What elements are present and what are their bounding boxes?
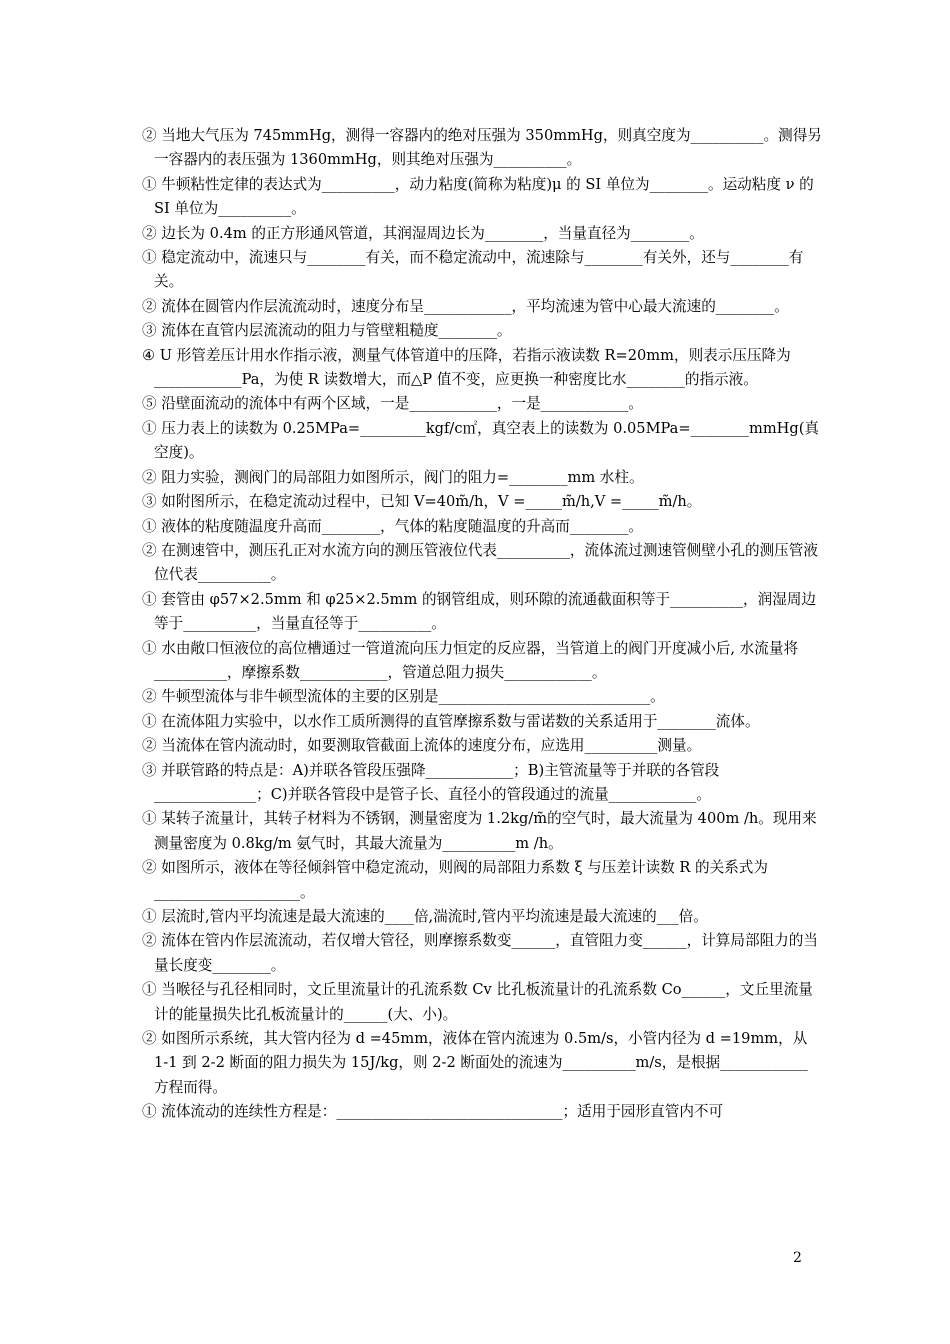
question-item: ② 流体在管内作层流流动，若仅增大管径，则摩擦系数变______，直管阻力变______，计算局部阻力的当量长度变________。 [142, 932, 818, 974]
question-item: ② 牛顿型流体与非牛顿型流体的主要的区别是_____________________________。 [142, 688, 665, 706]
question-item: ③ 如附图所示，在稳定流动过程中，已知 V=40m̃/h，V =_____m̃/h,V =_____m̃/h。 [142, 493, 702, 511]
question-item: ① 某转子流量计，其转子材料为不锈钢，测量密度为 1.2kg/m̃的空气时，最大流量为 400m /h。现用来测量密度为 0.8kg/m 氨气时，其最大流量为__________m /h。 [142, 810, 817, 852]
question-item: ⑤ 沿壁面流动的流体中有两个区域，一是____________，一是____________。 [142, 395, 643, 413]
question-item: ① 水由敞口恒液位的高位槽通过一管道流向压力恒定的反应器，当管道上的阀门开度减小后, 水流量将__________，摩擦系数____________，管道总阻力损失____________。 [142, 639, 799, 681]
question-item: ① 套管由 φ57×2.5mm 和 φ25×2.5mm 的钢管组成，则环隙的流通截面积等于__________，润湿周边等于__________，当量直径等于__________。 [142, 590, 817, 633]
question-item: ① 流体流动的连续性方程是：_______________________________；适用于园形直管内不可 [142, 1103, 724, 1121]
question-item: ③ 并联管路的特点是：A)并联各管段压强降____________；B)主管流量等于并联的各管段______________；C)并联各管段中是管子长、直径小的管段通过的流量____________。 [142, 761, 720, 803]
question-item: ② 边长为 0.4m 的正方形通风管道，其润湿周边长为________，当量直径为________。 [142, 224, 704, 242]
question-item: ① 稳定流动中，流速只与________有关，而不稳定流动中，流速除与________有关外，还与________有关。 [142, 249, 804, 291]
question-item: ② 阻力实验，测阀门的局部阻力如图所示，阀门的阻力=________mm 水柱。 [142, 468, 644, 486]
question-item: ② 流体在圆管内作层流流动时，速度分布呈____________，平均流速为管中心最大流速的________。 [142, 297, 789, 315]
question-item: ② 如图所示系统，其大管内径为 d =45mm，液体在管内流速为 0.5m/s，小管内径为 d =19mm，从 1-1 到 2-2 断面的阻力损失为 15J/kg，则 2-2 断面处的流速为__________m/s，是根据____________方程而得。 [142, 1030, 812, 1096]
page-number: 2 [793, 1250, 802, 1266]
question-item: ① 牛顿粘性定律的表达式为__________，动力粘度(简称为粘度)μ 的 SI 单位为________。运动粘度 ν 的 SI 单位为__________。 [142, 175, 819, 218]
question-list [142, 124, 822, 1125]
question-item: ① 在流体阻力实验中，以水作工质所测得的直管摩擦系数与雷诺数的关系适用于________流体。 [142, 712, 760, 730]
question-item: ① 液体的粘度随温度升高而________，气体的粘度随温度的升高而________。 [142, 517, 643, 535]
question-item: ① 压力表上的读数为 0.25MPa=_________kgf/c㎡，真空表上的读数为 0.05MPa=________mmHg(真空度)。 [142, 419, 820, 462]
question-item: ② 在测速管中，测压孔正对水流方向的测压管液位代表__________，流体流过测速管侧壁小孔的测压管液位代表__________。 [142, 541, 818, 584]
question-item: ① 层流时,管内平均流速是最大流速的____倍,湍流时,管内平均流速是最大流速的___倍。 [142, 908, 708, 925]
question-item: ④ U 形管差压计用水作指示液，测量气体管道中的压降，若指示液读数 R=20mm，则表示压压降为____________Pa，为使 R 读数增大，而△P 值不变，应更换一种密度比水________的指示液。 [142, 346, 791, 389]
question-item: ② 当地大气压为 745mmHg，测得一容器内的绝对压强为 350mmHg，则真空度为__________。测得另一容器内的表压强为 1360mmHg，则其绝对压强为__________。 [142, 127, 822, 169]
question-item: ② 如图所示，液体在等径倾斜管中稳定流动，则阀的局部阻力系数 ξ 与压差计读数 R 的关系式为____________________。 [142, 859, 768, 901]
question-item: ② 当流体在管内流动时，如要测取管截面上流体的速度分布，应选用__________测量。 [142, 737, 702, 755]
question-item: ① 当喉径与孔径相同时，文丘里流量计的孔流系数 Cv 比孔板流量计的孔流系数 Co______，文丘里流量计的能量损失比孔板流量计的______(大、小)。 [142, 981, 813, 1023]
question-item: ③ 流体在直管内层流流动的阻力与管壁粗糙度________。 [142, 322, 512, 340]
